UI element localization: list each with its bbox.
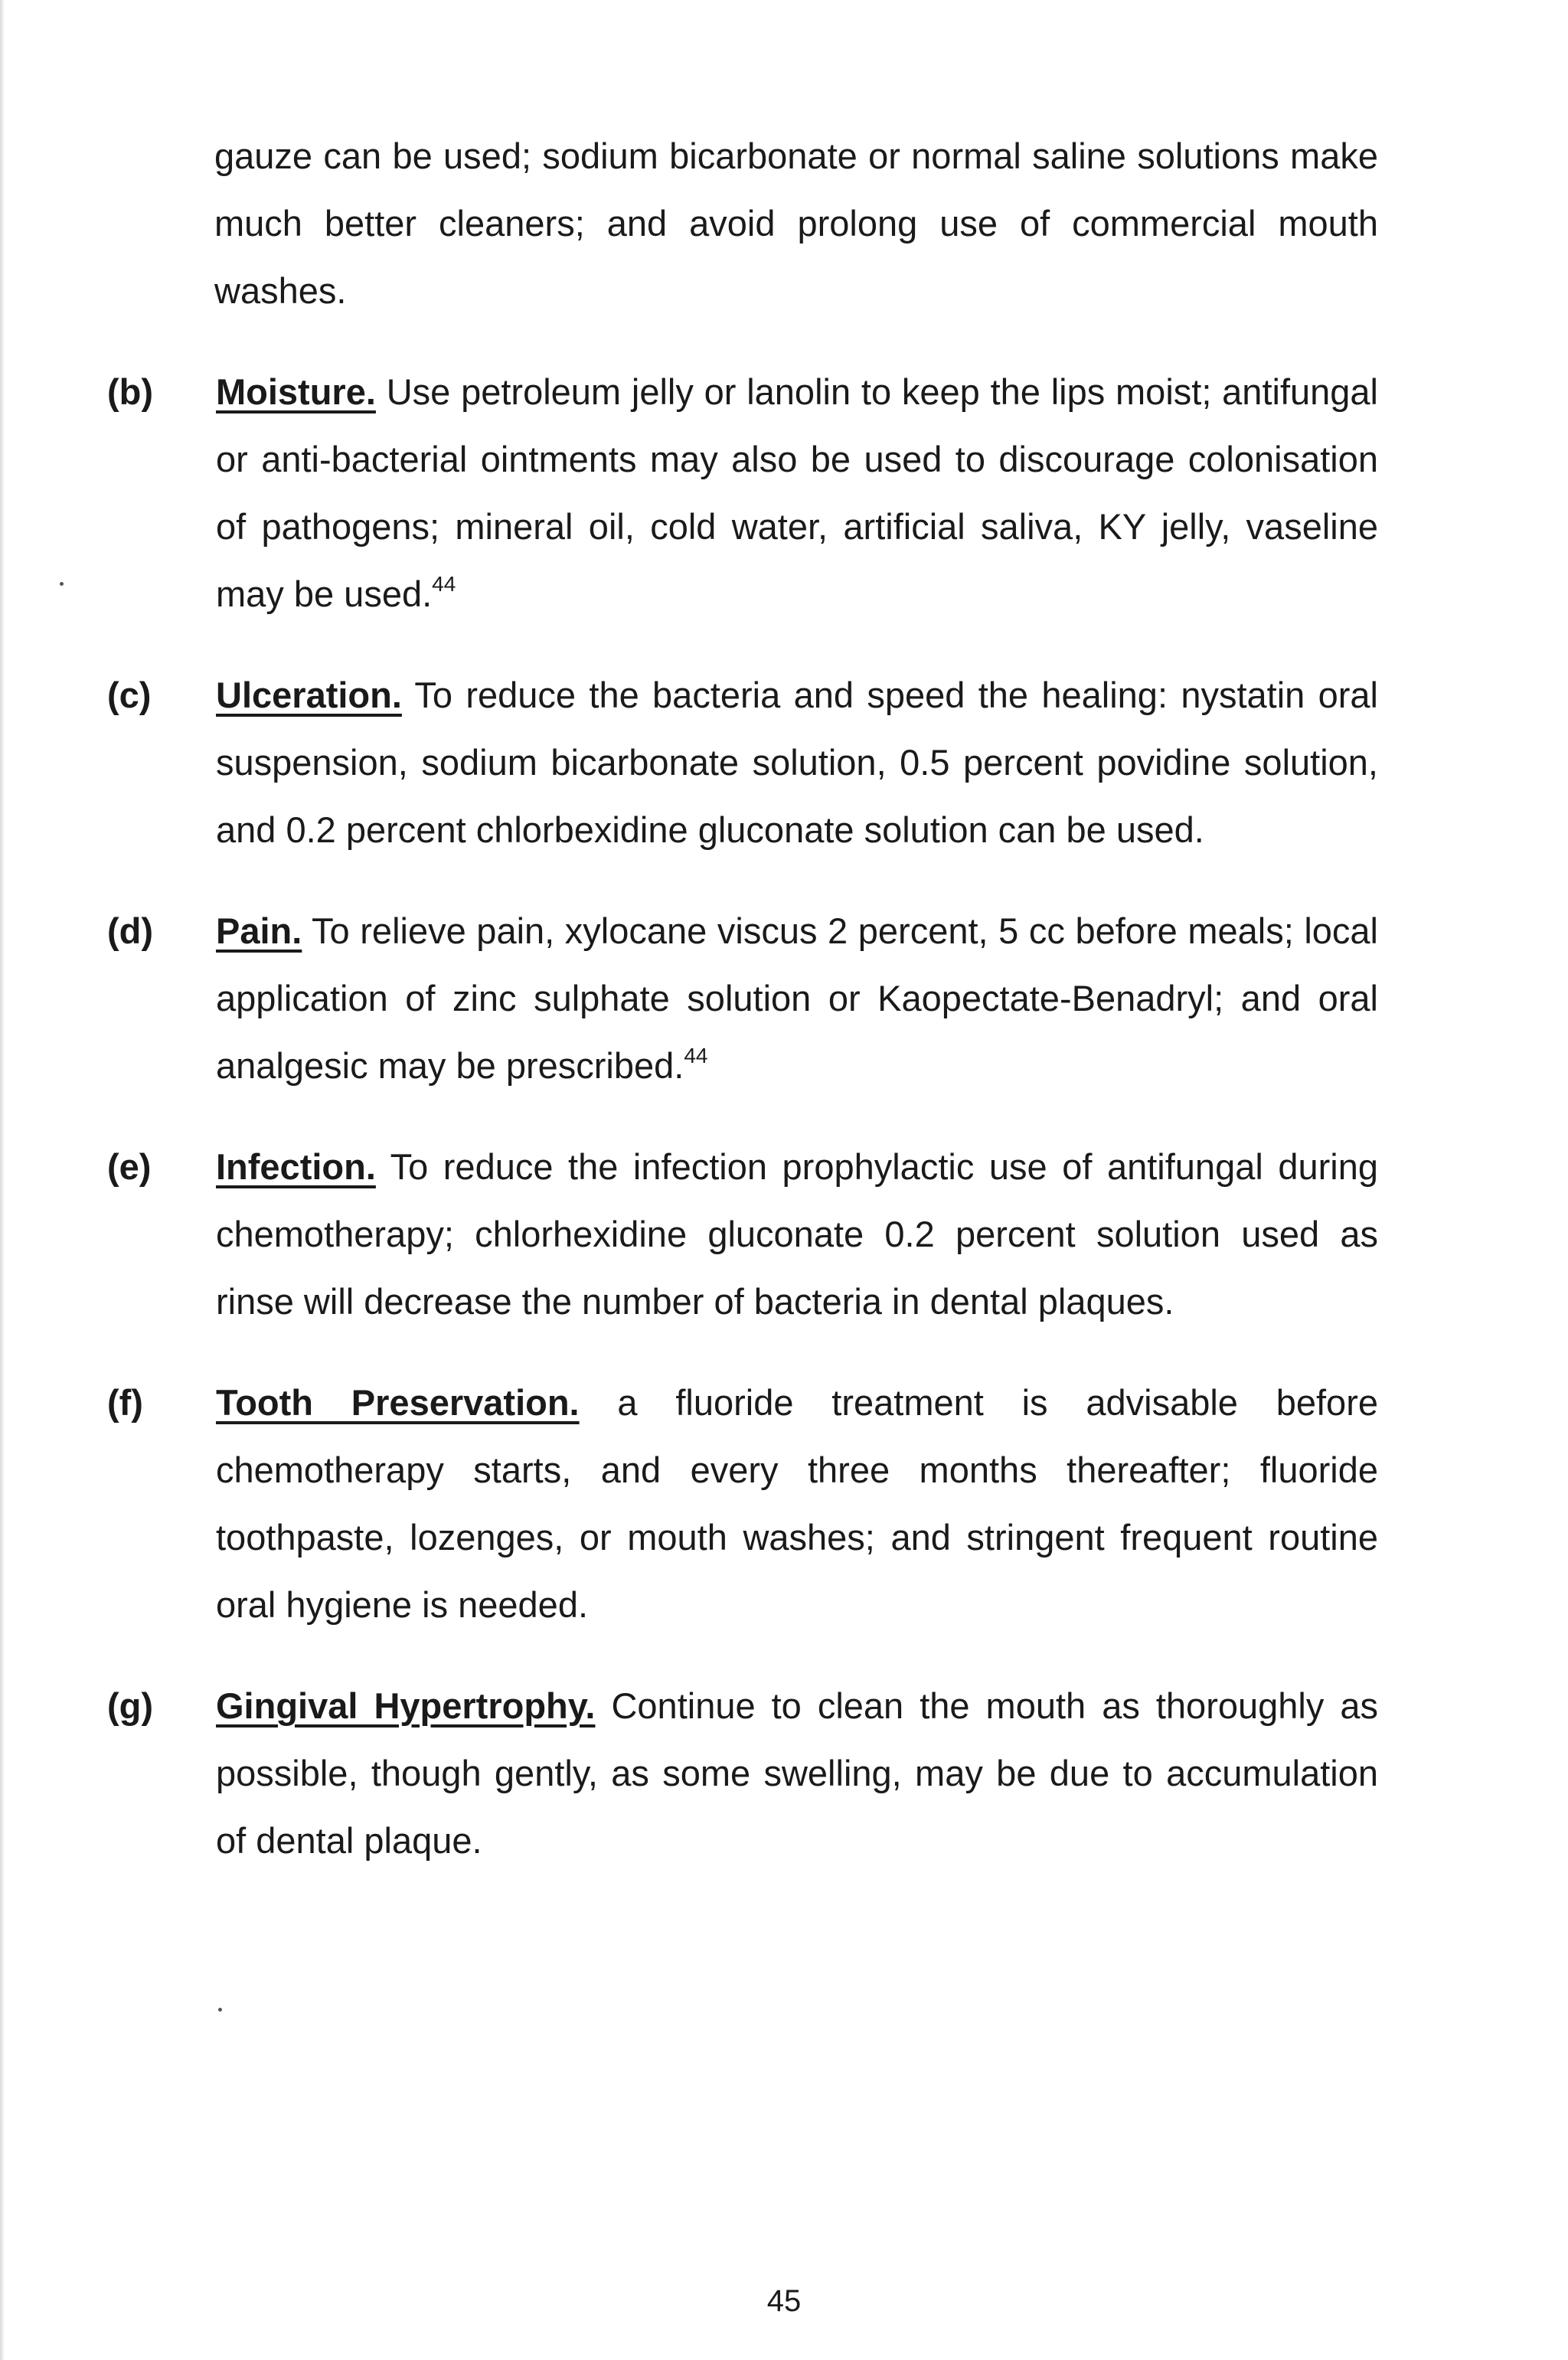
- list-item-f: [107, 1369, 1378, 1639]
- item-heading: Gingival Hypertrophy.: [216, 1685, 596, 1726]
- reference-superscript: 44: [684, 1044, 708, 1067]
- item-label: (e): [107, 1146, 152, 1187]
- scan-speck: [218, 2008, 222, 2012]
- list-item-e: [107, 1133, 1378, 1335]
- item-heading: Tooth Preservation.: [216, 1382, 580, 1423]
- item-label: (f): [107, 1382, 143, 1423]
- document-body: [107, 123, 1378, 1875]
- item-label: (b): [107, 371, 154, 412]
- item-text: To reduce the bacteria and speed the healing: nystatin oral suspension, sodium bicarbonate solution, 0.5 percent povidine solution, and 0.2 percent chlorbexidine gluconate solution can be used.: [216, 675, 1378, 850]
- item-label: (d): [107, 910, 154, 951]
- reference-superscript: 44: [432, 572, 456, 596]
- item-body: [216, 662, 1378, 864]
- item-heading: Ulceration.: [216, 675, 402, 715]
- scan-edge-shadow: [0, 0, 5, 2360]
- item-label: (c): [107, 675, 152, 715]
- item-body: [216, 358, 1378, 628]
- item-body: [216, 1133, 1378, 1335]
- continued-paragraph: gauze can be used; sodium bicarbonate or normal saline solutions make much better cleaners; and avoid prolong use of commercial mouth washes.: [214, 136, 1378, 311]
- list-item-g: [107, 1672, 1378, 1875]
- item-heading: Infection.: [216, 1146, 376, 1187]
- item-heading: Pain.: [216, 910, 302, 951]
- scan-speck: [60, 582, 64, 586]
- item-body: [216, 1369, 1378, 1639]
- item-heading: Moisture.: [216, 371, 376, 412]
- list-item-b: [107, 358, 1378, 628]
- list-item-d: [107, 897, 1378, 1100]
- item-text: Use petroleum jelly or lanolin to keep the lips moist; antifungal or anti-bacterial ointments may also be used to discourage colonisation of pathogens; mineral oil, cold water, artificial saliva, KY jelly, vaseline may be used.: [216, 371, 1378, 614]
- item-text: Continue to clean the mouth as thoroughly as possible, though gently, as some swelling, may be due to accumulation of dental plaque.: [216, 1685, 1378, 1861]
- item-body: [216, 897, 1378, 1100]
- item-body: [216, 1672, 1378, 1875]
- item-text: a fluoride treatment is advisable before chemotherapy starts, and every three months thereafter; fluoride toothpaste, lozenges, or mouth washes; and stringent frequent routine oral hygiene is needed.: [216, 1382, 1378, 1625]
- item-text: To relieve pain, xylocane viscus 2 percent, 5 cc before meals; local application of zinc sulphate solution or Kaopectate-Benadryl; and oral analgesic may be prescribed.: [216, 910, 1378, 1086]
- page-number: 45: [766, 2284, 802, 2318]
- list-item-c: [107, 662, 1378, 864]
- item-label: (g): [107, 1685, 154, 1726]
- item-text: To reduce the infection prophylactic use of antifungal during chemotherapy; chlorhexidine gluconate 0.2 percent solution used as rinse will decrease the number of bacteria in dental plaques.: [216, 1146, 1378, 1322]
